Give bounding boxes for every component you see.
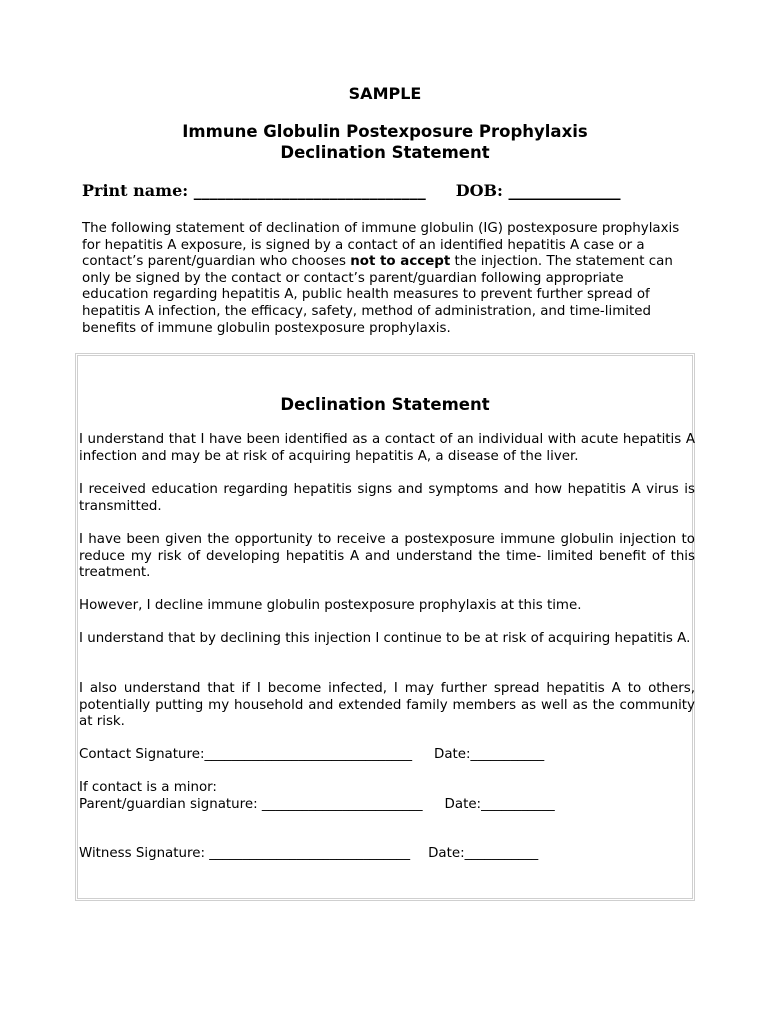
witness-date-field[interactable]: Date:___________ [428,846,539,861]
dob-field[interactable]: DOB: ______________ [455,181,621,200]
contact-date-field[interactable]: Date:___________ [434,747,545,762]
declination-heading: Declination Statement [280,395,490,414]
parent-signature-field[interactable]: Parent/guardian signature: ________________________ [79,797,423,812]
document-title [0,121,770,163]
intro-text-start: The following statement of declination of immune globulin (IG) postexposure prophylaxis for hepatitis A exposure, is signed by a contact of an identified hepatitis A case or a contact’s parent/guardian who chooses [82,221,680,270]
statement-paragraph-6: I also understand that if I become infected, I may further spread hepatitis A to others, potentially putting my household and extended family members as well as the community at risk. [79,681,695,730]
intro-text-end: the injection. The statement can only be signed by the contact or contact’s parent/guardian following appropriate education regarding hepatitis A, public health measures to prevent further spread of hepatitis A infection, the efficacy, safety, method of administration, and time-limited benefits of immune globulin postexposure prophylaxis. [82,254,673,336]
minor-label: If contact is a minor: [79,780,217,795]
statement-paragraph-3: I have been given the opportunity to receive a postexposure immune globulin injection to reduce my risk of developing hepatitis A and understand the time- limited benefit of this treatment. [79,532,695,581]
statement-paragraph-5: I understand that by declining this injection I continue to be at risk of acquiring hepatitis A. [79,631,691,646]
document-title-line-1: Immune Globulin Postexposure Prophylaxis [182,122,588,141]
contact-signature-row [79,747,544,764]
parent-signature-row [79,797,555,814]
print-name-row [82,181,621,201]
parent-date-field[interactable]: Date:___________ [444,797,555,812]
statement-paragraph-4: However, I decline immune globulin postexposure prophylaxis at this time. [79,598,582,613]
document-title-line-2: Declination Statement [280,143,490,162]
statement-paragraph-1: I understand that I have been identified as a contact of an individual with acute hepatitis A infection and may be at risk of acquiring hepatitis A, a disease of the liver. [79,432,695,464]
sample-label: SAMPLE [348,84,422,103]
witness-signature-row [79,846,538,863]
intro-paragraph [82,221,692,337]
intro-emphasis: not to accept [350,254,451,270]
witness-signature-field[interactable]: Witness Signature: ______________________________ [79,846,411,861]
statement-paragraph-2: I received education regarding hepatitis signs and symptoms and how hepatitis A virus is transmitted. [79,482,695,514]
print-name-field[interactable]: Print name: _____________________________ [82,181,426,200]
contact-signature-field[interactable]: Contact Signature:_______________________________ [79,747,413,762]
